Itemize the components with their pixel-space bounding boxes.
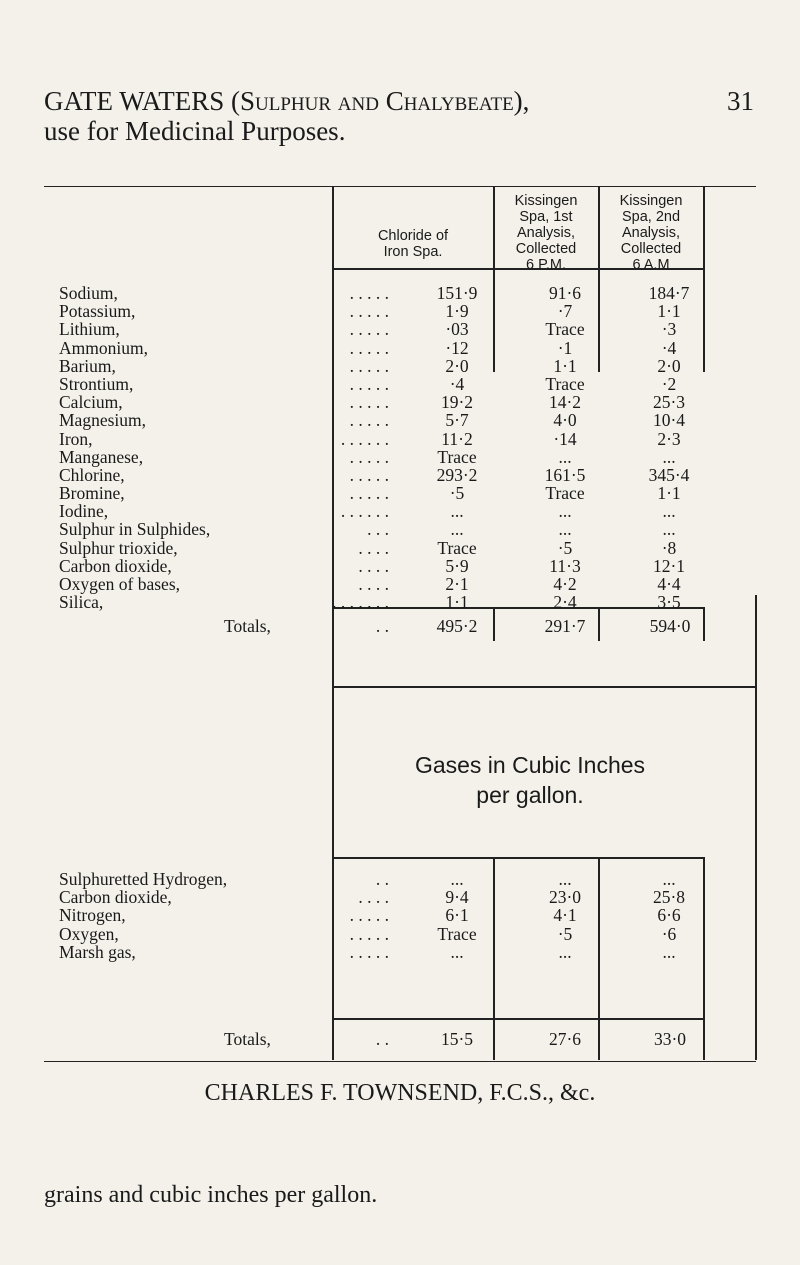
cell-value: ... [558,446,572,467]
table-row [44,284,756,302]
row-label: Carbon dioxide, [59,887,172,908]
table-row [44,430,756,448]
cell-value: 2·3 [657,428,681,449]
cell-value: 6·1 [445,905,469,926]
cell-value: ·5 [449,483,465,504]
cell-value: 2·4 [553,592,577,613]
cell-value: ... [558,519,572,540]
table-row [44,593,756,611]
row-label: Sulphur trioxide, [59,537,178,558]
cell-value: ·2 [661,373,677,394]
cell-value: 91·6 [548,283,582,303]
table-row [44,411,756,429]
gases-header-rule [332,857,704,859]
row-leader: . . . . . [349,301,389,322]
cell-value: 6·6 [657,905,681,926]
solids-rows [44,284,756,611]
cell-value: ·1 [557,337,573,358]
cell-value: ... [450,519,464,540]
cell-value: ... [662,869,676,889]
total-value: 27·6 [548,1029,582,1049]
row-label: Iron, [59,428,93,449]
row-leader: . . . . . [349,483,389,504]
cell-value: 25·3 [652,392,686,413]
cell-value: 9·4 [445,887,469,908]
cell-value: ... [558,869,572,889]
table-row [44,393,756,411]
table-row [44,557,756,575]
table-row [44,375,756,393]
gases-totals-row [44,1029,756,1049]
table-row [44,925,756,943]
cell-value: 2·0 [657,355,681,376]
col-heading-line: 6 A.M [632,257,670,273]
cell-value: 11·3 [549,555,581,576]
totals-label: Totals, [224,1029,271,1049]
cell-value: Trace [437,923,477,944]
row-leader: . . . . . [349,410,389,431]
cell-value: ... [450,941,464,962]
cell-value: 19·2 [440,392,474,413]
gases-total-rule [332,1018,704,1020]
row-leader: . . [375,869,389,889]
cell-value: ·03 [445,319,469,340]
row-label: Silica, [59,592,104,613]
cell-value: 4·1 [553,905,577,926]
row-label: Magnesium, [59,410,147,431]
cell-value: ... [662,501,676,522]
row-leader: . . . . [358,555,389,576]
row-leader: . . . . . [349,905,389,926]
cell-value: 14·2 [548,392,582,413]
units-note: grains and cubic inches per gallon. [44,1182,378,1208]
cell-value: 1·1 [445,592,469,613]
row-leader: . . . . . . . [332,592,389,613]
gases-rows [44,870,756,961]
table-row [44,539,756,557]
total-value: 594·0 [649,616,691,636]
row-label: Sulphuretted Hydrogen, [59,869,228,889]
row-label: Nitrogen, [59,905,126,926]
gases-section-rule [332,686,756,688]
cell-value: 25·8 [652,887,686,908]
cell-value: 1·9 [445,301,469,322]
cell-value: ... [662,446,676,467]
table-row [44,448,756,466]
col-heading-line: Spa, 1st [519,209,573,225]
solids-totals-row [44,616,756,636]
row-label: Carbon dioxide, [59,555,172,576]
cell-value: ·12 [445,337,469,358]
table-row [44,339,756,357]
cell-value: ... [558,501,572,522]
row-label: Bromine, [59,483,125,504]
table-row [44,484,756,502]
header-line-1 [44,86,754,116]
cell-value: 1·1 [657,301,681,322]
cell-value: 1·1 [553,355,577,376]
row-leader: . . . . . [349,941,389,962]
row-leader: . . . . [358,887,389,908]
cell-value: 2·0 [445,355,469,376]
col-heading-line: Chloride of [377,228,449,244]
row-leader: . . . . . [349,446,389,467]
cell-value: ·5 [557,537,573,558]
row-leader: . . . . . [349,923,389,944]
row-leader: . . . [367,519,389,540]
cell-value: 293·2 [436,464,478,485]
cell-value: 10·4 [652,410,686,431]
row-label: Iodine, [59,501,109,522]
cell-value: 3·5 [657,592,681,613]
cell-value: Trace [545,373,585,394]
cell-value: ... [662,941,676,962]
gases-section-title [360,750,700,810]
row-label: Oxygen, [59,923,119,944]
totals-label: Totals, [224,616,271,636]
cell-value: 345·4 [648,464,690,485]
col-heading-line: Collected [515,241,577,257]
cell-value: ·8 [661,537,677,558]
table-row [44,520,756,538]
row-label: Oxygen of bases, [59,574,181,594]
row-label: Manganese, [59,446,144,467]
col-heading-line: Collected [620,241,682,257]
col-heading-kissingen-1 [494,193,598,273]
cell-value: 151·9 [436,283,478,303]
row-leader: . . . . . [349,392,389,413]
gases-title-line: Gases in Cubic Inches [414,752,646,778]
total-value: 15·5 [440,1029,474,1049]
cell-value: 5·9 [445,555,469,576]
cell-value: Trace [437,537,477,558]
table-row [44,906,756,924]
cell-value: ·6 [661,923,677,944]
cell-value: Trace [545,483,585,504]
col-heading-line: Analysis, [516,225,576,241]
cell-value: 4·2 [553,574,577,594]
table-row [44,357,756,375]
cell-value: Trace [437,446,477,467]
page-title: GATE WATERS (Sulphur and Chalybeate), [44,86,530,116]
cell-value: 4·4 [657,574,681,594]
page-number: 31 [727,86,754,116]
right-edge [755,595,757,1060]
cell-value: 11·2 [441,428,473,449]
col-heading-kissingen-2 [599,193,703,273]
row-label: Potassium, [59,301,136,322]
row-leader: . . . . . [349,319,389,340]
row-label: Calcium, [59,392,123,413]
row-leader: . . . . [358,537,389,558]
total-value: 291·7 [544,616,586,636]
row-label: Lithium, [59,319,120,340]
row-label: Sulphur in Sulphides, [59,519,211,540]
cell-value: 12·1 [652,555,686,576]
table-row [44,320,756,338]
totals-leader: . . [375,616,389,636]
table-row [44,466,756,484]
cell-value: ·14 [553,428,577,449]
row-label: Ammonium, [59,337,148,358]
table-row [44,943,756,961]
cell-value: ·7 [557,301,573,322]
row-label: Barium, [59,355,116,376]
cell-value: ... [558,941,572,962]
gases-title-line: per gallon. [476,782,584,808]
row-leader: . . . . . . [340,428,389,449]
col-heading-line: Spa, 2nd [621,209,681,225]
row-leader: . . . . [358,574,389,594]
cell-value: 1·1 [657,483,681,504]
col-heading-line: Iron Spa. [383,244,443,260]
col-heading-line: Kissingen [619,193,683,209]
row-label: Marsh gas, [59,941,136,962]
col-heading-line: Analysis, [621,225,681,241]
total-value: 495·2 [436,616,478,636]
cell-value: ·4 [661,337,677,358]
cell-value: Trace [545,319,585,340]
row-leader: . . . . . [349,464,389,485]
cell-value: ... [662,519,676,540]
row-leader: . . . . . [349,337,389,358]
totals-leader: . . [375,1029,389,1049]
col-heading-chloride [333,228,493,260]
author-credit: CHARLES F. TOWNSEND, F.C.S., &c. [204,1080,596,1106]
row-leader: . . . . . . [340,501,389,522]
total-value: 33·0 [653,1029,687,1049]
table-row [44,502,756,520]
row-leader: . . . . . [349,373,389,394]
row-leader: . . . . . [349,283,389,303]
page-header [44,86,754,146]
cell-value: ... [450,501,464,522]
col-heading-line: Kissingen [514,193,578,209]
row-label: Strontium, [59,373,134,394]
col-heading-line: 6 P.M. [525,257,567,273]
table-row [44,575,756,593]
cell-value: ·3 [661,319,677,340]
cell-value: 184·7 [648,283,690,303]
cell-value: ... [450,869,464,889]
row-label: Chlorine, [59,464,125,485]
cell-value: 23·0 [548,887,582,908]
page-subtitle: use for Medicinal Purposes. [44,116,346,146]
cell-value: ·5 [557,923,573,944]
table-row [44,870,756,888]
row-label: Sodium, [59,283,118,303]
table-row [44,888,756,906]
cell-value: 4·0 [553,410,577,431]
row-leader: . . . . . [349,355,389,376]
cell-value: 161·5 [544,464,586,485]
cell-value: ·4 [449,373,465,394]
cell-value: 5·7 [445,410,469,431]
cell-value: 2·1 [445,574,469,594]
table-row [44,302,756,320]
